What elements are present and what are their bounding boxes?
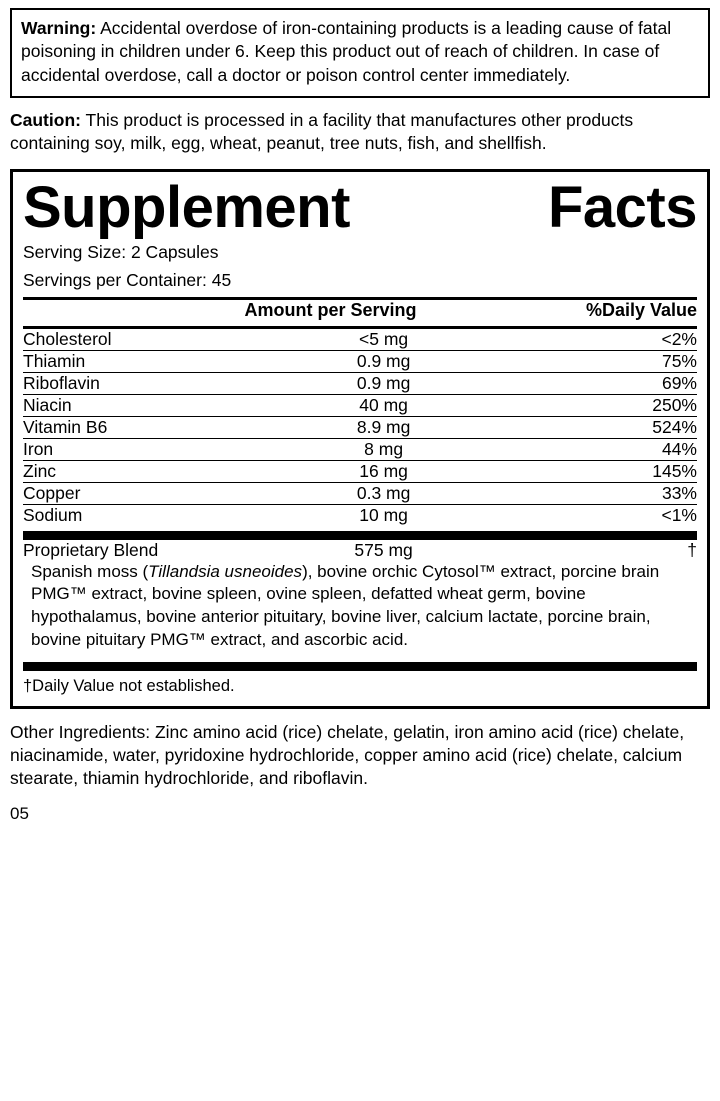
table-row xyxy=(23,329,697,351)
nutrition-table xyxy=(23,329,697,526)
nutrient-dv: 33% xyxy=(542,482,697,504)
nutrient-dv: 69% xyxy=(542,372,697,394)
rule-below-blend xyxy=(23,662,697,671)
table-row xyxy=(23,540,697,561)
nutrient-amount: 0.3 mg xyxy=(225,482,542,504)
nutrient-amount: <5 mg xyxy=(359,328,409,349)
warning-label: Warning: xyxy=(21,18,97,38)
table-row xyxy=(23,438,697,460)
warning-body: Accidental overdose of iron-containing products is a leading cause of fatal poisoning in children under 6. Keep this product out of reach of children. In case of accidental overdose, call a doctor or poison control center immediately. xyxy=(21,18,672,85)
nutrient-amount: 8 mg xyxy=(225,438,542,460)
nutrient-name: Iron xyxy=(23,438,225,460)
title-word-supplement: Supplement xyxy=(23,175,350,241)
nutrient-amount: 8.9 mg xyxy=(225,416,542,438)
header-daily-value: %Daily Value xyxy=(585,299,697,320)
table-row xyxy=(23,394,697,416)
nutrient-name: Riboflavin xyxy=(23,372,225,394)
blend-description xyxy=(23,561,697,657)
nutrient-name: Copper xyxy=(23,482,225,504)
table-row xyxy=(23,460,697,482)
table-header-row xyxy=(23,300,697,321)
nutrient-amount: 10 mg xyxy=(225,504,542,526)
nutrient-dv: <2% xyxy=(661,328,697,349)
nutrient-dv: <1% xyxy=(542,504,697,526)
blend-desc-italic: Tillandsia usneoides xyxy=(148,561,303,581)
supplement-facts-panel xyxy=(10,169,710,708)
nutrient-dv: 44% xyxy=(542,438,697,460)
blend-dv: † xyxy=(687,539,697,560)
blend-amount: 575 mg xyxy=(354,539,413,560)
table-row xyxy=(23,504,697,526)
caution-body: This product is processed in a facility that manufactures other products containing soy, milk, egg, wheat, peanut, tree nuts, fish, and shellfish. xyxy=(10,109,634,154)
header-amount-per-serving: Amount per Serving xyxy=(244,299,417,320)
table-row xyxy=(23,350,697,372)
page-code: 05 xyxy=(10,804,29,824)
nutrient-amount: 0.9 mg xyxy=(225,372,542,394)
nutrient-dv: 145% xyxy=(542,460,697,482)
nutrient-name: Zinc xyxy=(23,460,225,482)
serving-size: Serving Size: 2 Capsules xyxy=(23,242,219,263)
table-row xyxy=(23,482,697,504)
nutrition-header-table xyxy=(23,300,697,321)
servings-per-container: Servings per Container: 45 xyxy=(23,269,232,290)
nutrient-amount: 16 mg xyxy=(225,460,542,482)
nutrient-name: Thiamin xyxy=(23,350,225,372)
nutrient-amount: 0.9 mg xyxy=(225,350,542,372)
table-row xyxy=(23,416,697,438)
nutrient-amount: 40 mg xyxy=(225,394,542,416)
daily-value-footnote: †Daily Value not established. xyxy=(23,677,235,696)
nutrient-dv: 250% xyxy=(542,394,697,416)
nutrient-name: Niacin xyxy=(23,394,225,416)
caution-text xyxy=(10,109,708,156)
proprietary-blend-table xyxy=(23,540,697,561)
nutrient-name: Vitamin B6 xyxy=(23,416,225,438)
caution-block xyxy=(10,109,710,156)
blend-desc-post: ), bovine orchic Cytosol™ extract, porcine brain PMG™ extract, bovine spleen, ovine spleen, defatted wheat germ, bovine hypothalamus, bovine anterior pituitary, bovine liver, calcium lactate, porcine brain, bovine pituitary PMG™ extract, and ascorbic acid. xyxy=(31,561,660,649)
caution-label: Caution: xyxy=(10,109,81,130)
supplement-facts-title xyxy=(23,175,697,241)
blend-name: Proprietary Blend xyxy=(23,539,159,560)
nutrient-name: Sodium xyxy=(23,504,225,526)
nutrient-dv: 75% xyxy=(542,350,697,372)
rule-above-blend xyxy=(23,531,697,540)
nutrient-dv: 524% xyxy=(542,416,697,438)
blend-desc-pre: Spanish moss ( xyxy=(31,561,149,581)
other-ingredients: Other Ingredients: Zinc amino acid (rice) chelate, gelatin, iron amino acid (rice) chelate, niacinamide, water, pyridoxine hydrochloride, copper amino acid (rice) chelate, calcium stearate, thiamin hydrochloride, and riboflavin. xyxy=(10,721,685,789)
warning-text xyxy=(21,17,699,87)
warning-box xyxy=(10,8,710,98)
nutrient-name: Cholesterol xyxy=(23,328,112,349)
title-word-facts: Facts xyxy=(547,175,697,241)
table-row xyxy=(23,372,697,394)
